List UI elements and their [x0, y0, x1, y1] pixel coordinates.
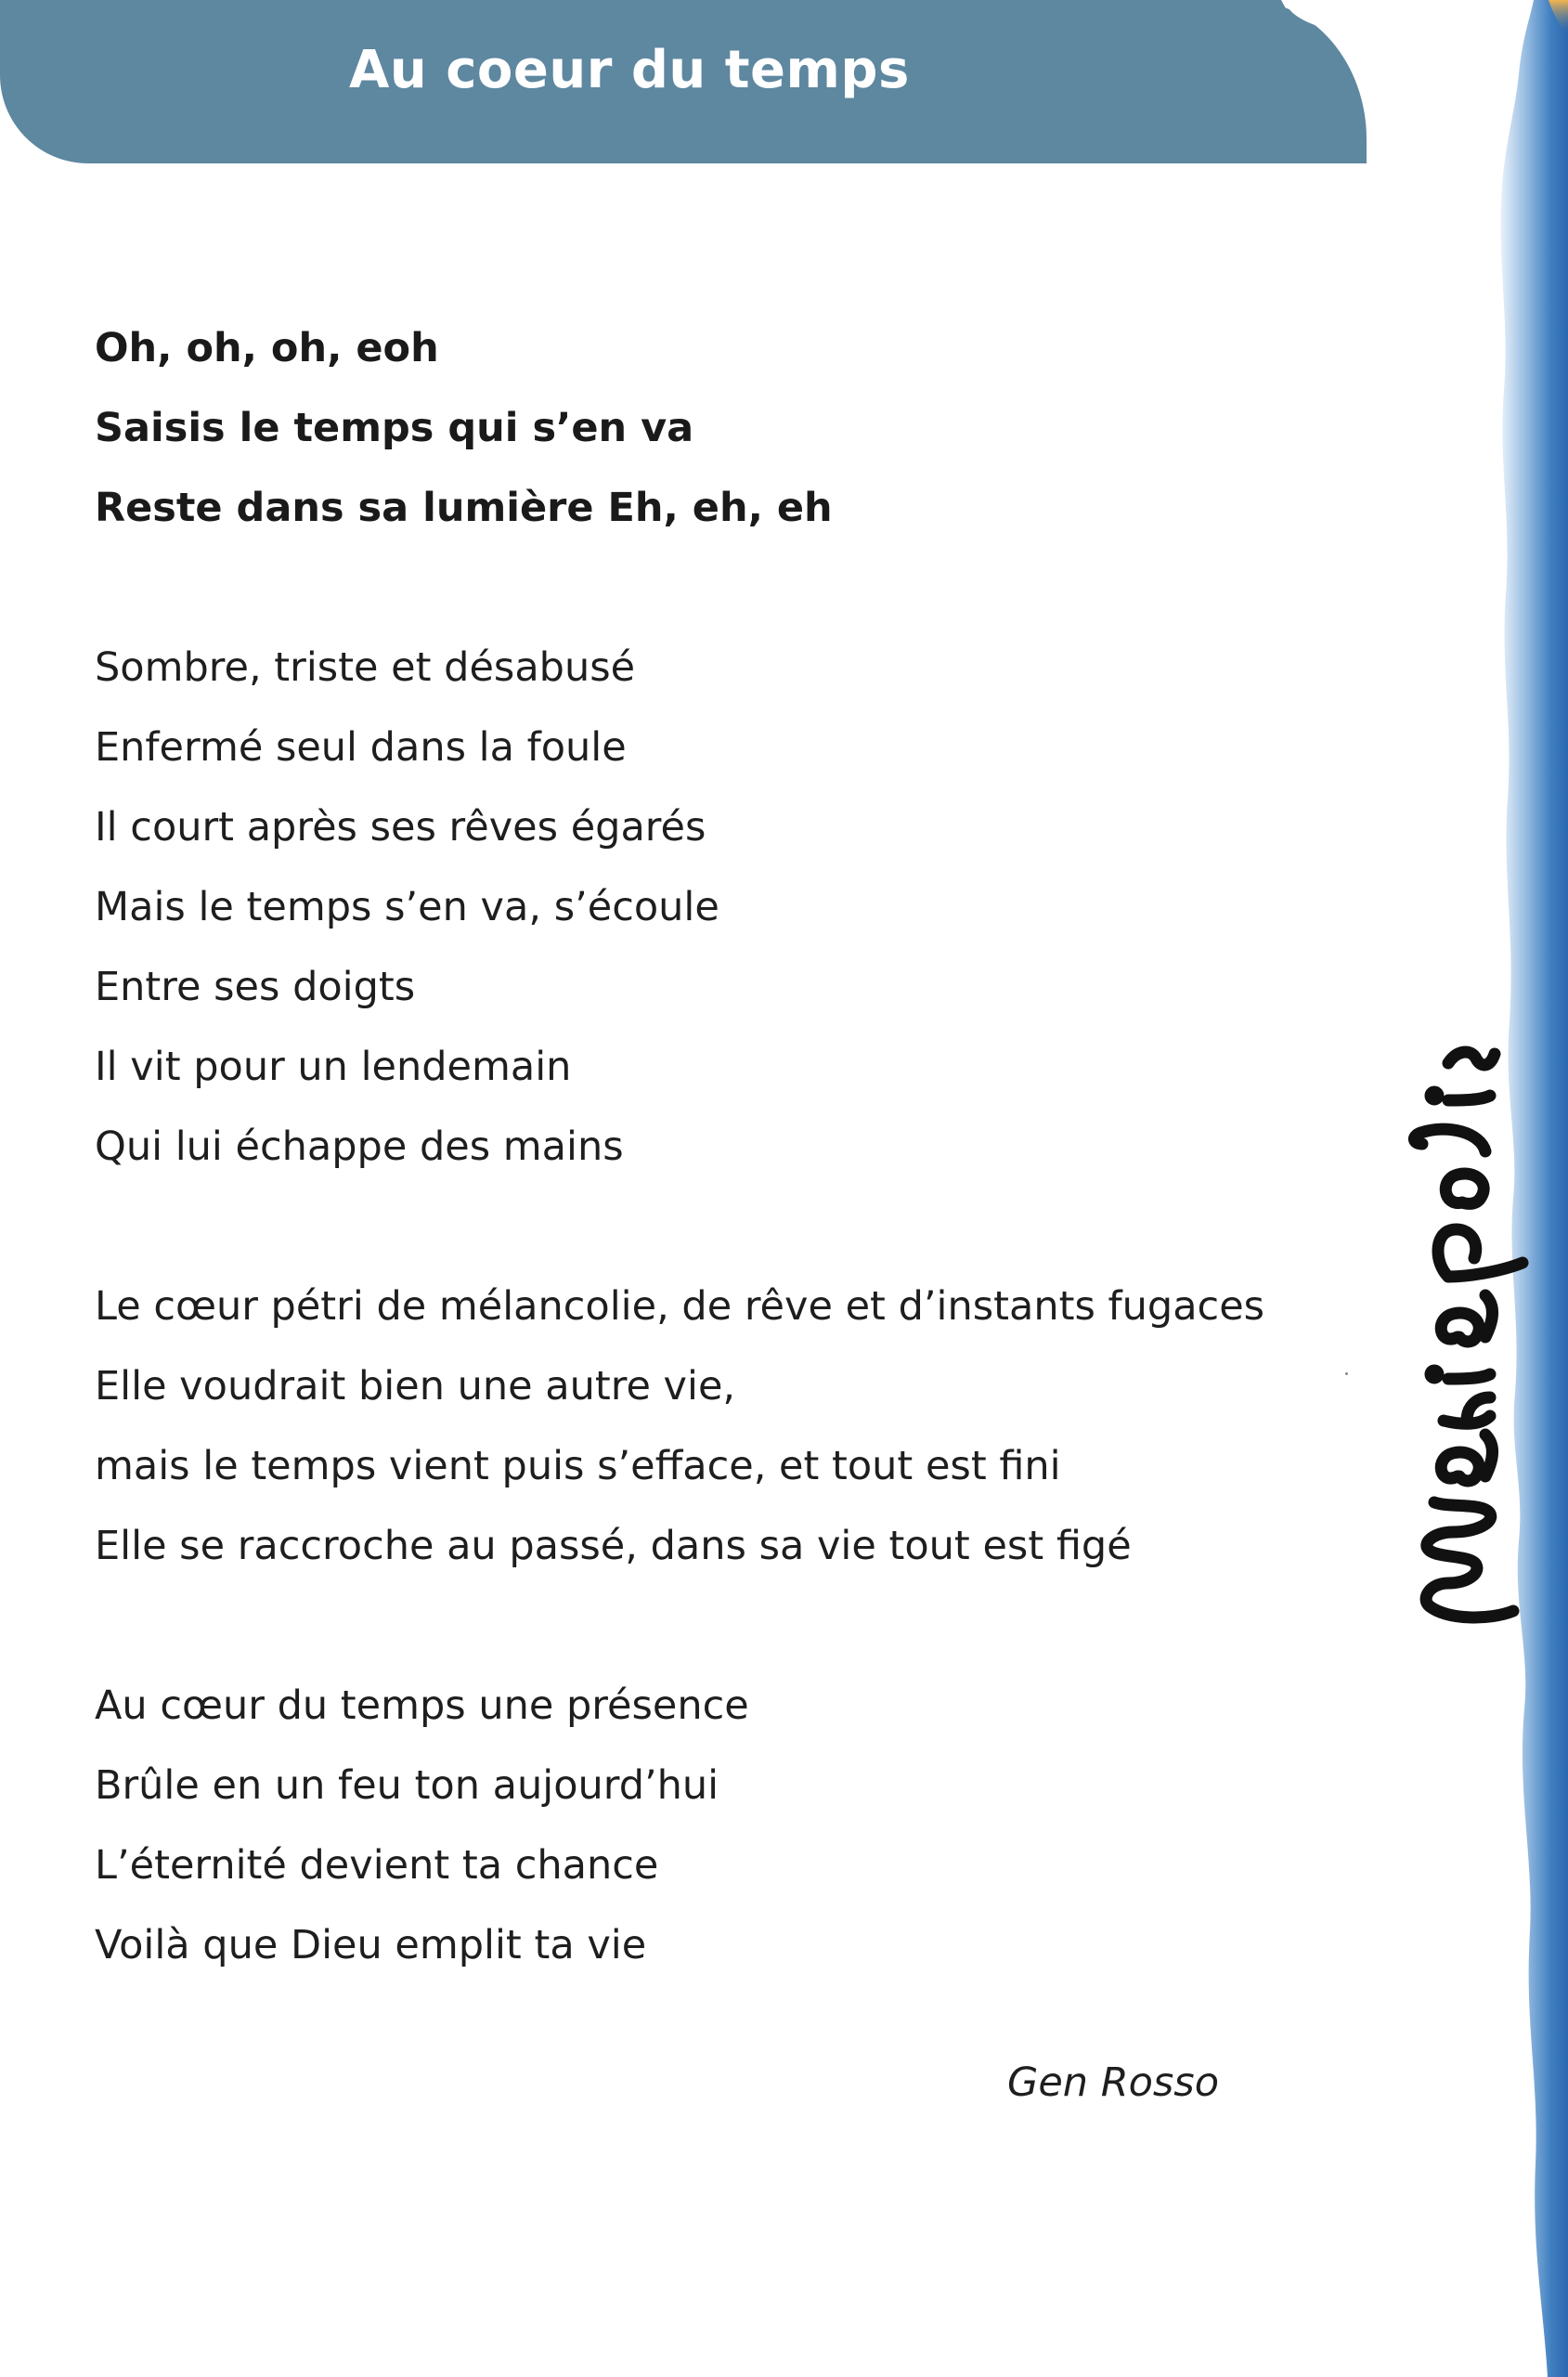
- poem-line: mais le temps vient puis s’efface, et tout est fini: [95, 1443, 1061, 1489]
- poem-line: Qui lui échappe des mains: [95, 1124, 624, 1170]
- speck-mark: [1345, 1372, 1348, 1375]
- poem-line: Elle se raccroche au passé, dans sa vie tout est figé: [95, 1523, 1132, 1569]
- poem-line: Oh, oh, oh, eoh: [95, 325, 439, 371]
- poem-line: Enfermé seul dans la foule: [95, 724, 627, 771]
- poem: [95, 308, 1302, 2065]
- poem-line: Saisis le temps qui s’en va: [95, 405, 694, 451]
- poem-line: Sombre, triste et désabusé: [95, 644, 636, 691]
- page-title: Au coeur du temps: [349, 40, 910, 100]
- mariapolis-signature-logo: [1393, 743, 1532, 1634]
- poem-line: Au cœur du temps une présence: [95, 1682, 749, 1729]
- poem-line: Mais le temps s’en va, s’écoule: [95, 884, 719, 930]
- poem-line: Il court après ses rêves égarés: [95, 804, 706, 851]
- stanza-3: [95, 1666, 1302, 1985]
- poem-line: Entre ses doigts: [95, 964, 416, 1010]
- poem-line: Le cœur pétri de mélancolie, de rêve et d’instants fugaces: [95, 1283, 1265, 1330]
- poem-line: Brûle en un feu ton aujourd’hui: [95, 1762, 719, 1809]
- poem-line: Il vit pour un lendemain: [95, 1044, 572, 1090]
- stanza-2: [95, 1266, 1302, 1586]
- stanza-refrain: [95, 308, 1302, 548]
- poem-line: Elle voudrait bien une autre vie,: [95, 1363, 736, 1409]
- stanza-1: [95, 628, 1302, 1187]
- poem-line: Voilà que Dieu emplit ta vie: [95, 1922, 647, 1968]
- author-credit: Gen Rosso: [1007, 2059, 1219, 2106]
- poem-line: L’éternité devient ta chance: [95, 1842, 659, 1889]
- poem-line: Reste dans sa lumière Eh, eh, eh: [95, 485, 833, 531]
